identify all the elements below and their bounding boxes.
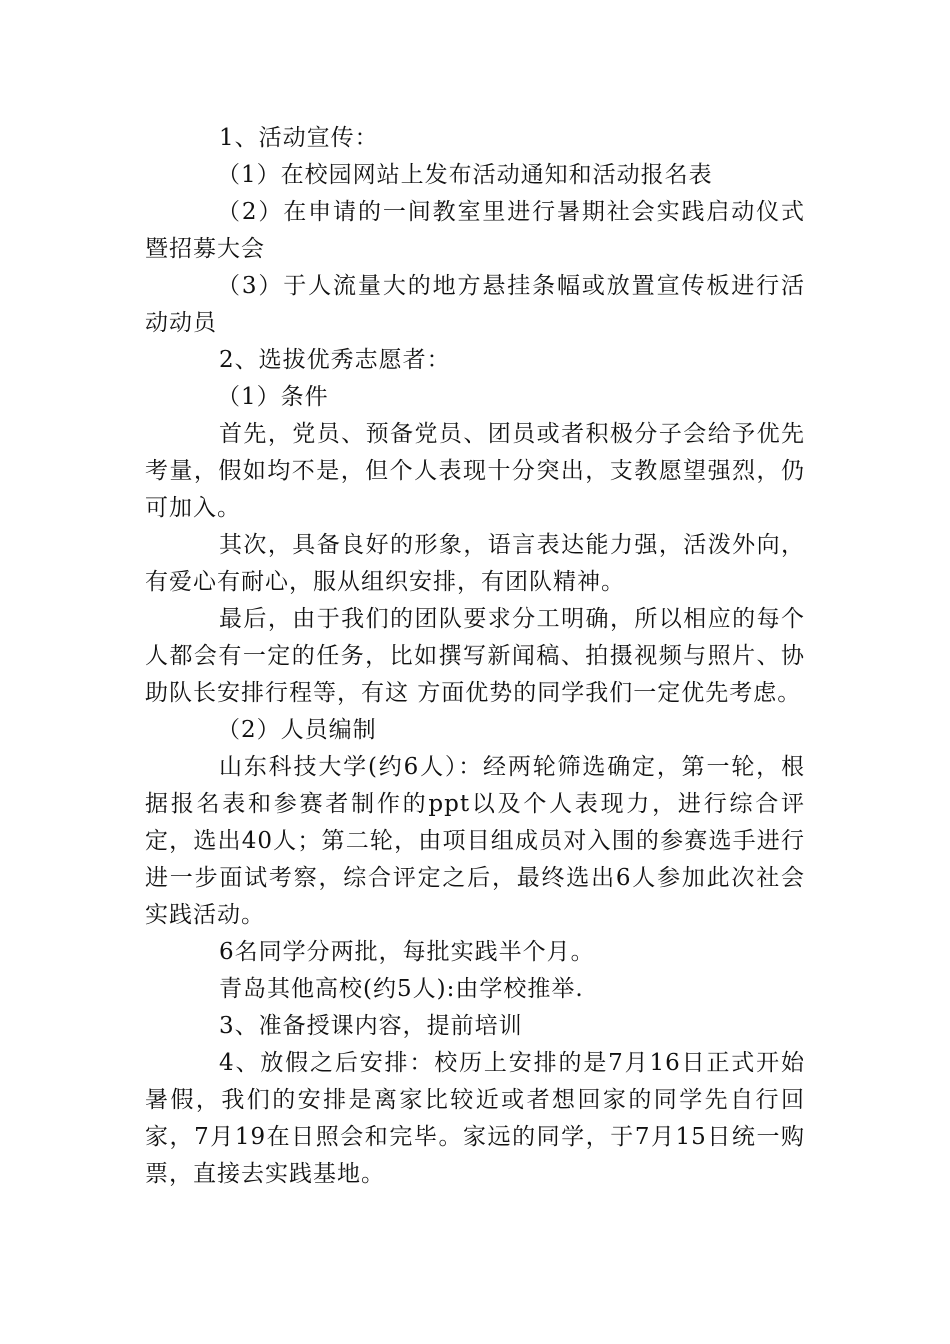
paragraph-finally: 最后，由于我们的团队要求分工明确，所以相应的每个人都会有一定的任务，比如撰写新闻稿、拍摄视频与照片、协助队长安排行程等，有这 方面优势的同学我们一定优先考虑。 — [145, 606, 805, 706]
paragraph-sdust: 山东科技大学(约6人）：经两轮筛选确定，第一轮，根据报名表和参赛者制作的ppt以及个人表现力，进行综合评定，选出40人；第二轮，由项目组成员对入围的参赛选手进行进一步面试考察，综合评定之后，最终选出6人参加此次社会实践活动。 — [145, 754, 805, 928]
paragraph-batches: 6名同学分两批，每批实践半个月。 — [219, 939, 595, 965]
paragraph-qingdao: 青岛其他高校(约5人):由学校推举. — [219, 976, 584, 1002]
publicity-item-2: （2）在申请的一间教室里进行暑期社会实践启动仪式暨招募大会 — [145, 199, 805, 262]
paragraph-second: 其次，具备良好的形象，语言表达能力强，活泼外向，有爱心有耐心，服从组织安排，有团队精神。 — [145, 532, 805, 595]
section-heading-selection: 2、选拔优秀志愿者： — [219, 347, 451, 373]
section-heading-training: 3、准备授课内容，提前培训 — [219, 1013, 523, 1039]
document-body — [145, 120, 805, 1193]
subheading-staffing: （2）人员编制 — [217, 717, 377, 743]
publicity-item-3: （3）于人流量大的地方悬挂条幅或放置宣传板进行活动动员 — [145, 273, 805, 336]
publicity-item-1: （1）在校园网站上发布活动通知和活动报名表 — [217, 162, 713, 188]
section-heading-publicity: 1、活动宣传： — [219, 125, 379, 151]
paragraph-first: 首先，党员、预备党员、团员或者积极分子会给予优先考量，假如均不是，但个人表现十分突出，支教愿望强烈，仍可加入。 — [145, 421, 805, 521]
subheading-conditions: （1）条件 — [217, 384, 329, 410]
section-heading-vacation: 4、放假之后安排：校历上安排的是7月16日正式开始暑假，我们的安排是离家比较近或者想回家的同学先自行回家，7月19在日照会和完毕。家远的同学，于7月15日统一购票，直接去实践基地。 — [145, 1050, 805, 1187]
